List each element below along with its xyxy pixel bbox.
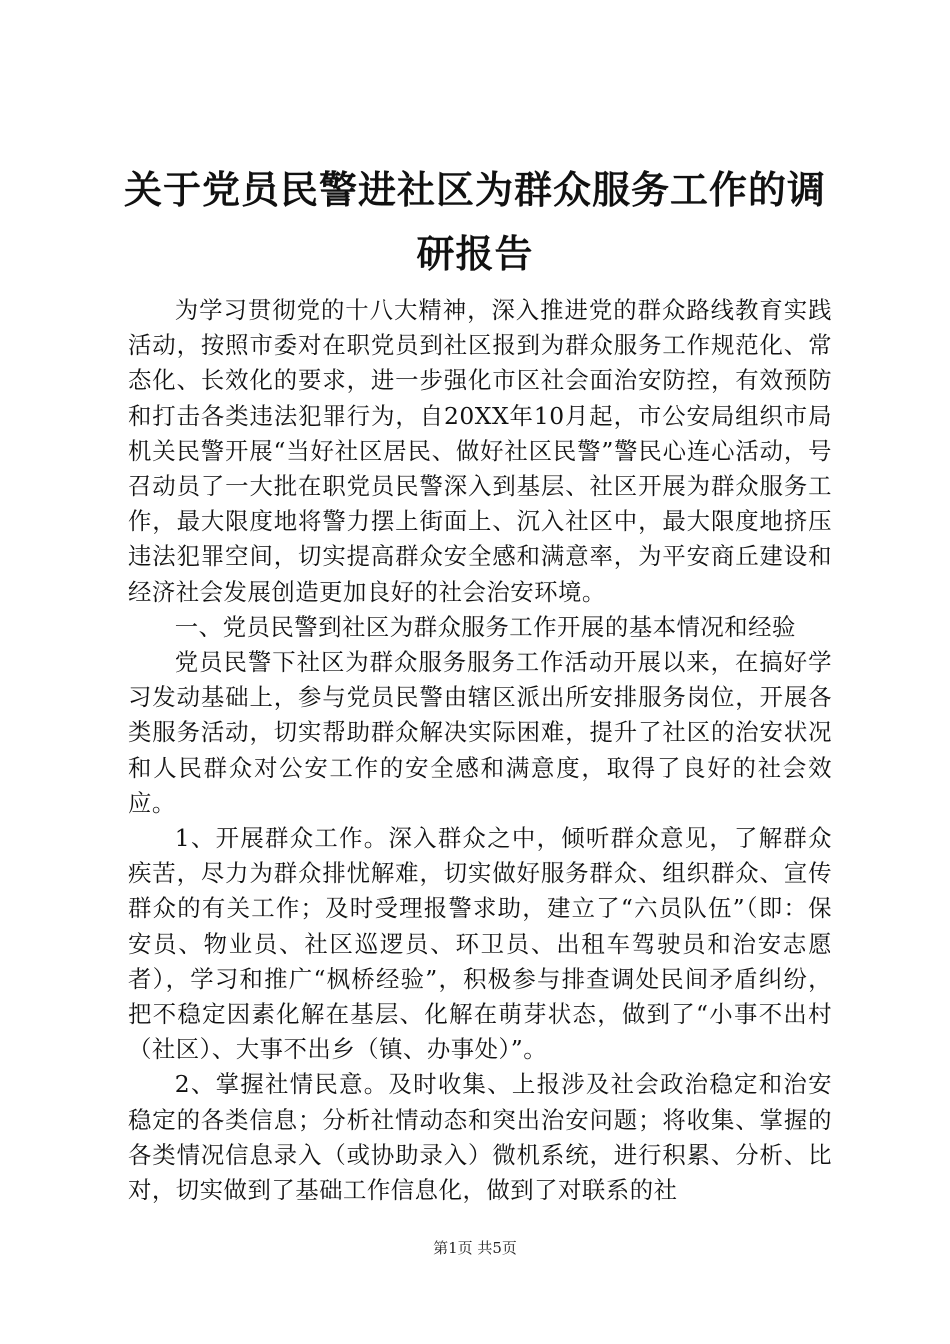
intro-paragraph: 为学习贯彻党的十八大精神，深入推进党的群众路线教育实践活动，按照市委对在职党员到社区报到为群众服务工作规范化、常态化、长效化的要求，进一步强化市区社会面治安防控，有效预防和打击各类违法犯罪行为，自20XX年10月起，市公安局组织市局机关民警开展“当好社区居民、做好社区民警”警民心连心活动，号召动员了一大批在职党员民警深入到基层、社区开展为群众服务工作，最大限度地将警力摆上街面上、沉入社区中，最大限度地挤压违法犯罪空间，切实提高群众安全感和满意率，为平安商丘建设和经济社会发展创造更加良好的社会治安环境。 bbox=[128, 296, 832, 606]
document-body bbox=[128, 293, 832, 1208]
item-paragraph-1: 1、开展群众工作。深入群众之中，倾听群众意见，了解群众疾苦，尽力为群众排忧解难，切实做好服务群众、组织群众、宣传群众的有关工作；及时受理报警求助，建立了“六员队伍”（即：保安员、物业员、社区巡逻员、环卫员、出租车驾驶员和治安志愿者），学习和推广“枫桥经验”，积极参与排查调处民间矛盾纠纷，把不稳定因素化解在基层、化解在萌芽状态，做到了“小事不出村（社区）、大事不出乡（镇、办事处）”。 bbox=[128, 824, 832, 1064]
section-heading: 一、党员民警到社区为群众服务工作开展的基本情况和经验 bbox=[174, 612, 796, 641]
page-footer: 第1页 共5页 bbox=[433, 1239, 517, 1257]
section-paragraph: 党员民警下社区为群众服务服务工作活动开展以来，在搞好学习发动基础上，参与党员民警由辖区派出所安排服务岗位，开展各类服务活动，切实帮助群众解决实际困难，提升了社区的治安状况和人民群众对公安工作的安全感和满意度，取得了良好的社会效应。 bbox=[128, 648, 832, 817]
item-paragraph-2: 2、掌握社情民意。及时收集、上报涉及社会政治稳定和治安稳定的各类信息；分析社情动态和突出治安问题；将收集、掌握的各类情况信息录入（或协助录入）微机系统，进行积累、分析、比对，切实做到了基础工作信息化，做到了对联系的社 bbox=[128, 1070, 832, 1205]
document-title: 关于党员民警进社区为群众服务工作的调研报告 bbox=[123, 168, 826, 276]
